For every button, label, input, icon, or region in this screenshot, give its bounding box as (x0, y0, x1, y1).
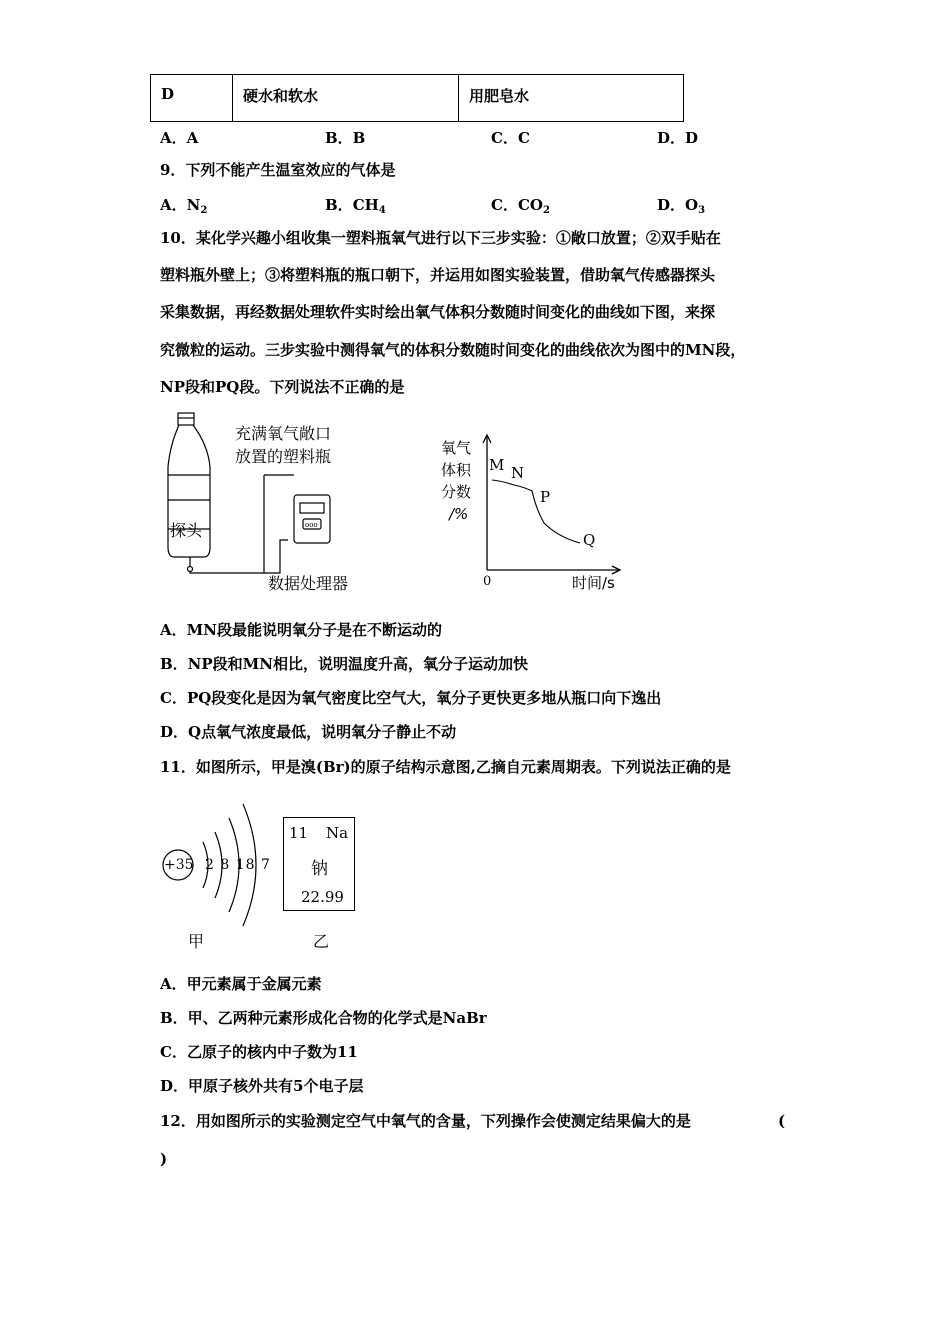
q10-stem-line: NP段和PQ段。下列说法不正确的是 (160, 378, 405, 396)
bottle-label: 放置的塑料瓶 (235, 447, 332, 466)
bottle-label: 充满氧气敞口 (235, 424, 332, 443)
atomic-mass: 22.99 (301, 888, 344, 906)
q11-option-a[interactable]: A．甲元素属于金属元素 (160, 975, 322, 993)
element-symbol: Na (326, 824, 349, 842)
q12-paren-open: ( (778, 1112, 786, 1130)
q9-stem: 9．下列不能产生温室效应的气体是 (160, 161, 396, 179)
q10-stem-line: 究微粒的运动。三步实验中测得氧气的体积分数随时间变化的曲线依次为图中的MN段， (160, 341, 746, 359)
q9-option-c[interactable]: C．$CO_2$ (491, 196, 550, 216)
element-caption: 乙 (313, 932, 330, 951)
y-axis-label: 氧气 体积 分数 /% (441, 439, 472, 523)
periodic-table-cell (283, 817, 355, 911)
nucleus-charge: +35 (164, 857, 194, 873)
q11-stem: 11．如图所示，甲是溴(Br)的原子结构示意图,乙摘自元素周期表。下列说法正确的是 (160, 758, 731, 776)
atom-caption: 甲 (188, 932, 205, 951)
answer-table-row (150, 74, 684, 122)
q10-option-c[interactable]: C．PQ段变化是因为氧气密度比空气大，氧分子更快更多地从瓶口向下逸出 (160, 689, 662, 707)
point-q: Q (583, 531, 596, 549)
svg-text:ooo: ooo (305, 521, 318, 529)
table-cell-subject: 硬水和软水 (233, 75, 459, 121)
q12-stem: 12．用如图所示的实验测定空气中氧气的含量，下列操作会使测定结果偏大的是 (160, 1112, 691, 1130)
point-m: M (489, 456, 505, 474)
bottle-cap (178, 413, 194, 425)
q9-option-a[interactable]: A．$N_2$ (160, 196, 208, 216)
q9-option-d[interactable]: D．$O_3$ (657, 196, 706, 216)
element-name: 钠 (311, 859, 328, 879)
q8-option-c[interactable]: C．C (491, 129, 530, 147)
q8-option-a[interactable]: A．A (160, 129, 199, 147)
point-n: N (511, 464, 525, 482)
q11-option-c[interactable]: C．乙原子的核内中子数为11 (160, 1043, 358, 1061)
point-p: P (540, 488, 551, 506)
probe-label: 探头 (170, 521, 203, 540)
shell-electrons: 2 8 18 7 (205, 857, 271, 873)
q10-stem-line: 塑料瓶外壁上；③将塑料瓶的瓶口朝下，并运用如图实验装置，借助氧气传感器探头 (160, 266, 716, 284)
q10-option-a[interactable]: A．MN段最能说明氧分子是在不断运动的 (160, 621, 442, 639)
origin-label: 0 (483, 574, 492, 589)
table-cell-letter: D (151, 75, 233, 121)
q10-stem-line: 采集数据，再经数据处理软件实时绘出氧气体积分数随时间变化的曲线如下图，来探 (160, 303, 716, 321)
q8-option-d[interactable]: D．D (657, 129, 699, 147)
q10-stem-line: 10．某化学兴趣小组收集一塑料瓶氧气进行以下三步实验：①敞口放置；②双手贴在 (160, 229, 721, 247)
q8-option-b[interactable]: B．B (325, 129, 366, 147)
oxygen-curve (492, 480, 580, 543)
q11-option-b[interactable]: B．甲、乙两种元素形成化合物的化学式是NaBr (160, 1009, 487, 1027)
q11-option-d[interactable]: D．甲原子核外共有5个电子层 (160, 1077, 364, 1095)
q9-option-b[interactable]: B．$CH_4$ (325, 196, 386, 216)
atomic-number: 11 (289, 824, 309, 842)
table-cell-method: 用肥皂水 (469, 87, 530, 105)
q10-option-d[interactable]: D．Q点氧气浓度最低，说明氧分子静止不动 (160, 723, 457, 741)
q12-paren-close: ) (160, 1150, 168, 1168)
processor-label: 数据处理器 (268, 574, 349, 593)
x-axis-label: 时间/s (572, 574, 615, 592)
q10-option-b[interactable]: B．NP段和MN相比，说明温度升高，氧分子运动加快 (160, 655, 528, 673)
